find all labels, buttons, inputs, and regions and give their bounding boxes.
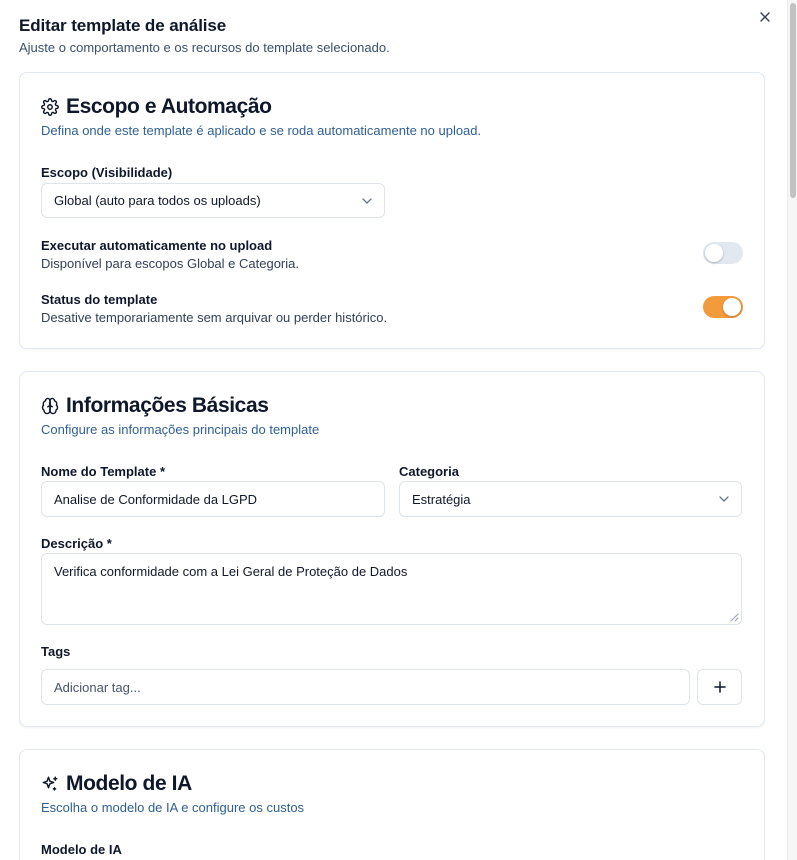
category-select[interactable] <box>399 481 742 517</box>
tag-input-placeholder: Adicionar tag... <box>54 679 141 695</box>
scope-select-value: Global (auto para todos os uploads) <box>54 193 261 208</box>
scope-select[interactable] <box>41 183 385 218</box>
scope-automation-card <box>19 72 765 349</box>
basic-card-description: Configure as informações principais do template <box>41 422 320 437</box>
ai-card-header <box>41 772 192 796</box>
template-name-input[interactable] <box>41 481 385 517</box>
auto-run-hint: Disponível para escopos Global e Categoria. <box>41 256 299 271</box>
dialog-title: Editar template de análise <box>19 16 227 35</box>
basic-card-header <box>41 394 269 418</box>
scope-card-description: Defina onde este template é aplicado e se roda automaticamente no upload. <box>41 123 482 138</box>
brain-icon <box>41 397 59 415</box>
chevron-down-icon <box>719 496 729 502</box>
scope-label: Escopo (Visibilidade) <box>41 165 173 180</box>
description-textarea[interactable] <box>41 553 742 625</box>
auto-run-toggle[interactable] <box>703 242 743 264</box>
toggle-knob <box>705 244 723 262</box>
scope-card-title: Escopo e Automação <box>66 95 272 118</box>
status-label: Status do template <box>41 292 158 307</box>
template-name-label: Nome do Template * <box>41 464 166 479</box>
category-label: Categoria <box>399 464 459 479</box>
status-toggle[interactable] <box>703 296 743 318</box>
ai-model-label: Modelo de IA <box>41 842 122 857</box>
scrollbar-thumb[interactable] <box>790 3 796 198</box>
scrollbar[interactable] <box>787 0 797 860</box>
sparkles-icon <box>41 775 59 793</box>
gear-icon <box>41 98 59 116</box>
close-button[interactable] <box>756 8 774 26</box>
dialog-subtitle: Ajuste o comportamento e os recursos do template selecionado. <box>19 40 390 55</box>
description-label: Descrição * <box>41 536 112 551</box>
toggle-knob <box>723 298 741 316</box>
auto-run-label: Executar automaticamente no upload <box>41 238 273 253</box>
chevron-down-icon <box>362 198 372 204</box>
ai-model-card <box>19 749 765 860</box>
add-tag-button[interactable] <box>697 669 742 705</box>
resize-handle-icon[interactable] <box>730 613 739 622</box>
close-icon <box>760 12 770 22</box>
category-select-value: Estratégia <box>412 491 471 507</box>
basic-card-title: Informações Básicas <box>66 394 269 417</box>
tag-input[interactable] <box>41 669 690 705</box>
basic-info-card <box>19 371 765 727</box>
ai-card-description: Escolha o modelo de IA e configure os custos <box>41 800 305 815</box>
status-hint: Desative temporariamente sem arquivar ou perder histórico. <box>41 310 388 325</box>
tags-label: Tags <box>41 644 71 659</box>
plus-icon <box>714 681 726 693</box>
template-name-value: Analise de Conformidade da LGPD <box>54 491 258 507</box>
scope-card-header <box>41 95 272 119</box>
ai-card-title: Modelo de IA <box>66 772 192 795</box>
description-value: Verifica conformidade com a Lei Geral de Proteção de Dados <box>54 564 408 579</box>
